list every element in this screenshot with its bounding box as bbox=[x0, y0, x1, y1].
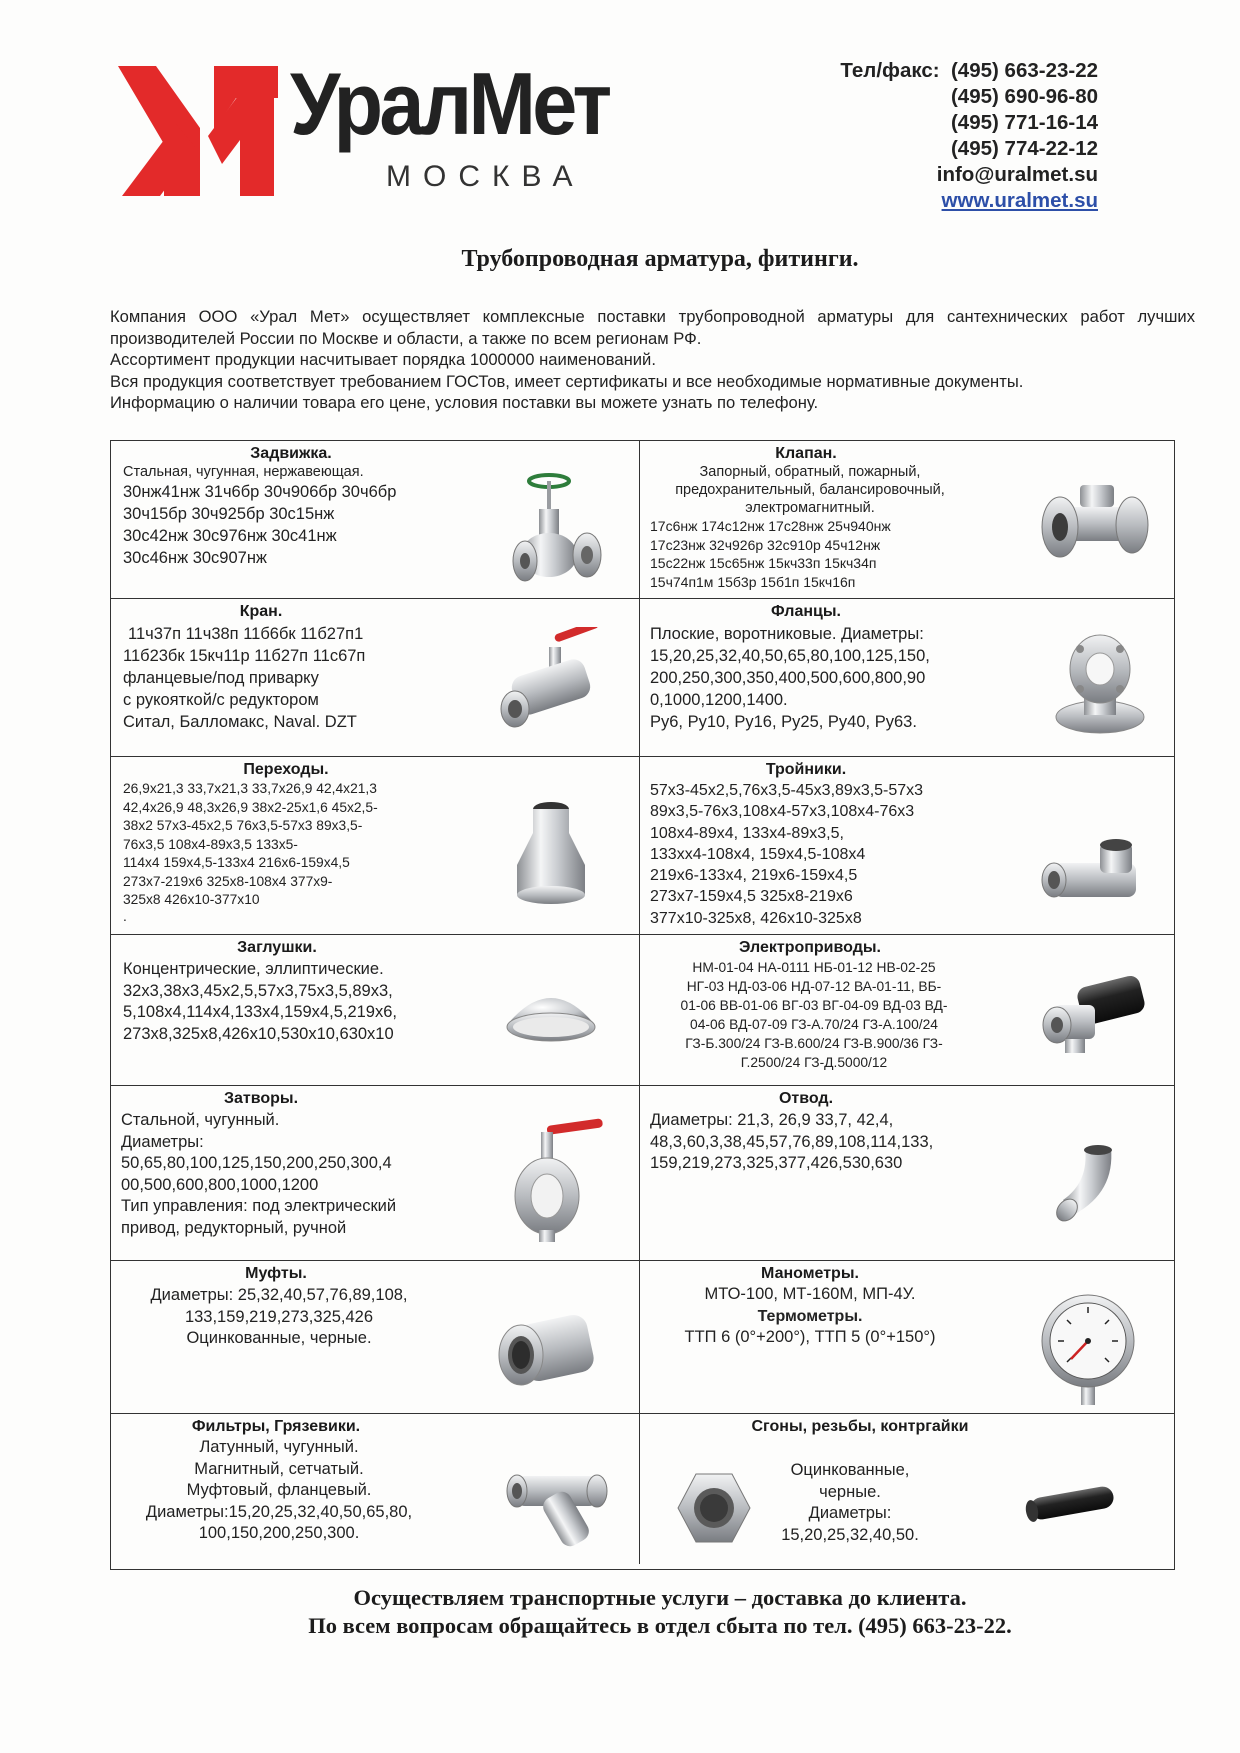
check-valve-icon bbox=[1040, 481, 1150, 566]
product-line: 30с46нж 30с907нж bbox=[123, 549, 267, 567]
product-line: 30нж41нж 31ч6бр 30ч906бр 30ч6бр bbox=[123, 483, 397, 501]
product-line: ГЗ-Б.300/24 ГЗ-В.600/24 ГЗ-В.900/36 ГЗ- bbox=[685, 1036, 943, 1051]
product-line: черные. bbox=[819, 1482, 881, 1501]
product-cell-kran bbox=[111, 599, 640, 757]
intro-paragraph: Информацию о наличии товара его цене, условия поставки вы можете узнать по телефону. bbox=[110, 393, 819, 412]
threaded-pipe-icon bbox=[1020, 1478, 1120, 1528]
product-title: Манометры. bbox=[761, 1265, 859, 1282]
phone-number: (495) 774-22-12 bbox=[950, 137, 1098, 160]
product-cell-troiniki bbox=[640, 757, 1174, 935]
product-line: 48,3,60,3,38,45,57,76,89,108,114,133, bbox=[650, 1132, 934, 1151]
product-line: Стальной, чугунный. bbox=[121, 1111, 280, 1129]
product-line: предохранительный, балансировочный, bbox=[675, 482, 945, 498]
product-line: 17с23нж 32ч926р 32с910р 45ч12нж bbox=[650, 536, 881, 553]
y-strainer-icon bbox=[501, 1458, 611, 1558]
product-description bbox=[650, 780, 923, 929]
product-line: 133хх4-108х4, 159х4,5-108х4 bbox=[650, 845, 866, 863]
product-title: Заглушки. bbox=[237, 939, 317, 956]
product-line: 50,65,80,100,125,150,200,250,300,4 bbox=[121, 1154, 392, 1172]
intro-paragraph: Компания ООО «Урал Мет» осуществляет комплексные поставки трубопроводной арматуры для сантехнических работ лучших производителей России по Москве и области, а также по всем регионам РФ. bbox=[110, 307, 1195, 348]
product-line: 273х7-159х4,5 325х8-219х6 bbox=[650, 888, 853, 906]
product-line: 30с42нж 30с976нж 30с41нж bbox=[123, 527, 337, 545]
product-cell-zatvory bbox=[111, 1086, 640, 1261]
product-line: Диаметры: bbox=[121, 1132, 204, 1151]
product-line: 273х7-219х6 325х8-108х4 377х9- bbox=[123, 873, 333, 889]
logo-city: МОСКВА bbox=[386, 160, 585, 193]
product-line: 30ч15бр 30ч925бр 30с15нж bbox=[123, 505, 335, 523]
elbow-icon bbox=[1045, 1142, 1125, 1232]
product-line: 00,500,600,800,1000,1200 bbox=[121, 1175, 319, 1194]
product-title: Клапан. bbox=[775, 445, 837, 462]
intro-paragraph: Вся продукция соответствует требованием ГОСТов, имеет сертификаты и все необходимые нормативные документы. bbox=[110, 371, 1024, 391]
product-line: Тип управления: под электрический bbox=[121, 1197, 397, 1215]
product-line: Диаметры: 21,3, 26,9 33,7, 42,4, bbox=[650, 1111, 894, 1129]
product-line: 273х8,325х8,426х10,530х10,630х10 bbox=[123, 1024, 394, 1043]
phone-number: (495) 663-23-22 bbox=[950, 59, 1098, 82]
product-line: Диаметры: 25,32,40,57,76,89,108, bbox=[150, 1286, 408, 1304]
product-line: 159,219,273,325,377,426,530,630 bbox=[650, 1154, 903, 1172]
product-line: Стальная, чугунная, нержавеющая. bbox=[123, 464, 364, 480]
product-line: 11ч37п 11ч38п 11б6бк 11б27п1 bbox=[128, 625, 364, 643]
product-line: 89х3,5-76х3,108х4-57х3,108х4-76х3 bbox=[650, 803, 915, 821]
product-title: Фильтры, Грязевики. bbox=[191, 1418, 361, 1435]
product-line: ТТП 6 (0°+200°), ТТП 5 (0°+150°) bbox=[684, 1328, 936, 1346]
product-line: НМ-01-04 НА-0111 НБ-01-12 НВ-02-25 bbox=[692, 960, 936, 975]
email-address[interactable]: info@uralmet.su bbox=[936, 163, 1098, 186]
product-line: Г.2500/24 ГЗ-Д.5000/12 bbox=[740, 1055, 888, 1070]
reducer-icon bbox=[511, 799, 591, 909]
product-line: привод, редукторный, ручной bbox=[121, 1218, 347, 1237]
uralmet-logo-mark bbox=[118, 66, 278, 196]
product-description bbox=[650, 1284, 970, 1349]
product-line: электромагнитный. bbox=[745, 500, 875, 516]
product-cell-mufty bbox=[111, 1261, 640, 1414]
document-title: Трубопроводная арматура, фитинги. bbox=[461, 246, 859, 272]
company-logo bbox=[118, 54, 688, 195]
product-line: 15с22нж 15с65нж 15кч33п 15кч34п bbox=[650, 555, 877, 571]
ball-valve-icon bbox=[495, 627, 605, 737]
product-line: Диаметры:15,20,25,32,40,50,65,80, bbox=[145, 1502, 413, 1521]
product-description bbox=[123, 623, 365, 733]
coupling-icon bbox=[491, 1297, 611, 1397]
product-title: Задвижка. bbox=[250, 445, 332, 462]
product-line: 15,20,25,32,40,50. bbox=[781, 1525, 919, 1544]
product-line: . bbox=[123, 908, 127, 924]
product-line: 0,1000,1200,1400. bbox=[650, 691, 788, 709]
butterfly-valve-icon bbox=[511, 1116, 611, 1246]
electric-actuator-icon bbox=[1035, 971, 1155, 1061]
product-line: 108х4-89х4, 133х4-89х3,5, bbox=[650, 824, 844, 842]
product-line: 32х3,38х3,45х2,5,57х3,75х3,5,89х3, bbox=[123, 981, 393, 1000]
product-description bbox=[121, 1110, 396, 1239]
phone-number: (495) 771-16-14 bbox=[950, 111, 1098, 134]
product-line: 42,4х26,9 48,3х26,9 38х2-25х1,6 45х2,5- bbox=[123, 799, 378, 815]
product-description bbox=[650, 623, 930, 733]
product-cell-filtry bbox=[111, 1414, 640, 1564]
product-title: Фланцы. bbox=[771, 603, 841, 620]
product-line: 11б23бк 15кч11р 11б27п 11с67п bbox=[123, 647, 366, 665]
product-title: Муфты. bbox=[245, 1265, 307, 1282]
product-line: 76х3,5 108х4-89х3,5 133х5- bbox=[123, 836, 298, 852]
product-title: Термометры. bbox=[757, 1307, 863, 1325]
product-description bbox=[119, 1437, 439, 1545]
tee-icon bbox=[1040, 837, 1150, 917]
product-grid bbox=[110, 440, 1175, 1570]
product-cell-klapan bbox=[640, 441, 1174, 599]
cap-icon bbox=[501, 981, 601, 1051]
product-description bbox=[123, 463, 396, 569]
product-line: МТО-100, МТ-160М, МП-4У. bbox=[704, 1285, 916, 1303]
phone-label: Тел/факс: bbox=[840, 59, 940, 82]
website-link[interactable]: www.uralmet.su bbox=[941, 189, 1098, 212]
intro-paragraph: Ассортимент продукции насчитывает порядка 1000000 наименований. bbox=[110, 350, 656, 369]
product-line: Диаметры: bbox=[808, 1504, 892, 1522]
product-line: 17с6нж 174с12нж 17с28нж 25ч940нж bbox=[650, 518, 891, 534]
contact-block bbox=[840, 58, 1098, 214]
product-title: Отвод. bbox=[778, 1090, 834, 1107]
product-line: 04-06 ВД-07-09 ГЗ-А.70/24 ГЗ-А.100/24 bbox=[690, 1017, 938, 1032]
product-cell-zadvizhka bbox=[111, 441, 640, 599]
product-line: Латунный, чугунный. bbox=[199, 1438, 359, 1456]
product-title: Тройники. bbox=[765, 761, 847, 778]
product-description bbox=[119, 1285, 439, 1350]
product-line: Магнитный, сетчатый. bbox=[194, 1459, 364, 1478]
product-line: Плоские, воротниковые. Диаметры: bbox=[650, 625, 924, 643]
phone-line-1 bbox=[840, 58, 1098, 84]
product-line: 133,159,219,273,325,426 bbox=[184, 1307, 374, 1326]
product-line: Ру6, Ру10, Ру16, Ру25, Ру40, Ру63. bbox=[650, 713, 917, 731]
product-line: 57х3-45х2,5,76х3,5-45х3,89х3,5-57х3 bbox=[650, 782, 924, 799]
product-description bbox=[123, 780, 378, 924]
footer-line-2: По всем вопросам обращайтесь в отдел сбыта по тел. (495) 663-23-22. bbox=[308, 1613, 1012, 1638]
product-line: Оцинкованные, черные. bbox=[186, 1329, 372, 1347]
product-line: 5,108х4,114х4,133х4,159х4,5,219х6, bbox=[123, 1003, 397, 1021]
product-line: НГ-03 НД-03-06 НД-07-12 ВА-01-11, ВБ- bbox=[686, 979, 942, 994]
product-title: Кран. bbox=[239, 603, 283, 620]
product-line: фланцевые/под приварку bbox=[123, 669, 319, 687]
product-line: Муфтовый, фланцевый. bbox=[186, 1481, 372, 1499]
product-cell-otvod bbox=[640, 1086, 1174, 1261]
product-line: Концентрические, эллиптические. bbox=[123, 960, 384, 978]
footer-line-1: Осуществляем транспортные услуги – доставка до клиента. bbox=[353, 1585, 967, 1610]
product-description bbox=[654, 958, 974, 1072]
product-line: 325х8 426х10-377х10 bbox=[123, 892, 260, 907]
product-line: 38х2 57х3-45х2,5 76х3,5-57х3 89х3,5- bbox=[123, 818, 363, 833]
product-description bbox=[760, 1460, 940, 1546]
product-cell-flantsy bbox=[640, 599, 1174, 757]
intro-text bbox=[110, 306, 1195, 414]
product-cell-elektroprivody bbox=[640, 935, 1174, 1086]
product-line: с рукояткой/с редуктором bbox=[123, 691, 319, 709]
pressure-gauge-icon bbox=[1035, 1289, 1145, 1409]
gate-valve-icon bbox=[511, 473, 621, 588]
product-description bbox=[650, 1110, 933, 1175]
flange-icon bbox=[1050, 629, 1150, 739]
product-line: 15,20,25,32,40,50,65,80,100,125,150, bbox=[650, 647, 930, 665]
product-line: Оцинкованные, bbox=[790, 1461, 910, 1479]
product-line: Ситал, Балломакс, Naval. DZT bbox=[123, 713, 357, 731]
product-line: 100,150,200,250,300. bbox=[198, 1524, 360, 1542]
product-line: 114х4 159х4,5-133х4 216х6-159х4,5 bbox=[123, 855, 350, 870]
product-description bbox=[123, 959, 397, 1045]
product-line: 26,9х21,3 33,7х21,3 33,7х26,9 42,4х21,3 bbox=[123, 781, 377, 796]
product-description bbox=[650, 463, 970, 591]
product-line: 15ч74п1м 15б3р 15б1п 15кч16п bbox=[650, 573, 856, 590]
product-line: Запорный, обратный, пожарный, bbox=[699, 464, 921, 480]
product-cell-manometry bbox=[640, 1261, 1174, 1414]
product-title: Затворы. bbox=[223, 1090, 299, 1107]
product-line: 219х6-133х4, 219х6-159х4,5 bbox=[650, 867, 858, 885]
product-cell-zaglushki bbox=[111, 935, 640, 1086]
locknut-icon bbox=[674, 1468, 754, 1548]
product-title: Переходы. bbox=[243, 761, 329, 778]
product-cell-sgony bbox=[640, 1414, 1174, 1564]
product-line: 200,250,300,350,400,500,600,800,90 bbox=[650, 669, 926, 687]
product-cell-perekhody bbox=[111, 757, 640, 935]
product-title: Сгоны, резьбы, контргайки bbox=[751, 1418, 969, 1435]
phone-number: (495) 690-96-80 bbox=[950, 85, 1098, 108]
product-title: Электроприводы. bbox=[739, 939, 881, 956]
product-line: 377х10-325х8, 426х10-325х8 bbox=[650, 909, 862, 927]
product-line: 01-06 ВВ-01-06 ВГ-03 ВГ-04-09 ВД-03 ВД- bbox=[680, 998, 948, 1013]
logo-wordmark: УралМет bbox=[290, 54, 609, 153]
